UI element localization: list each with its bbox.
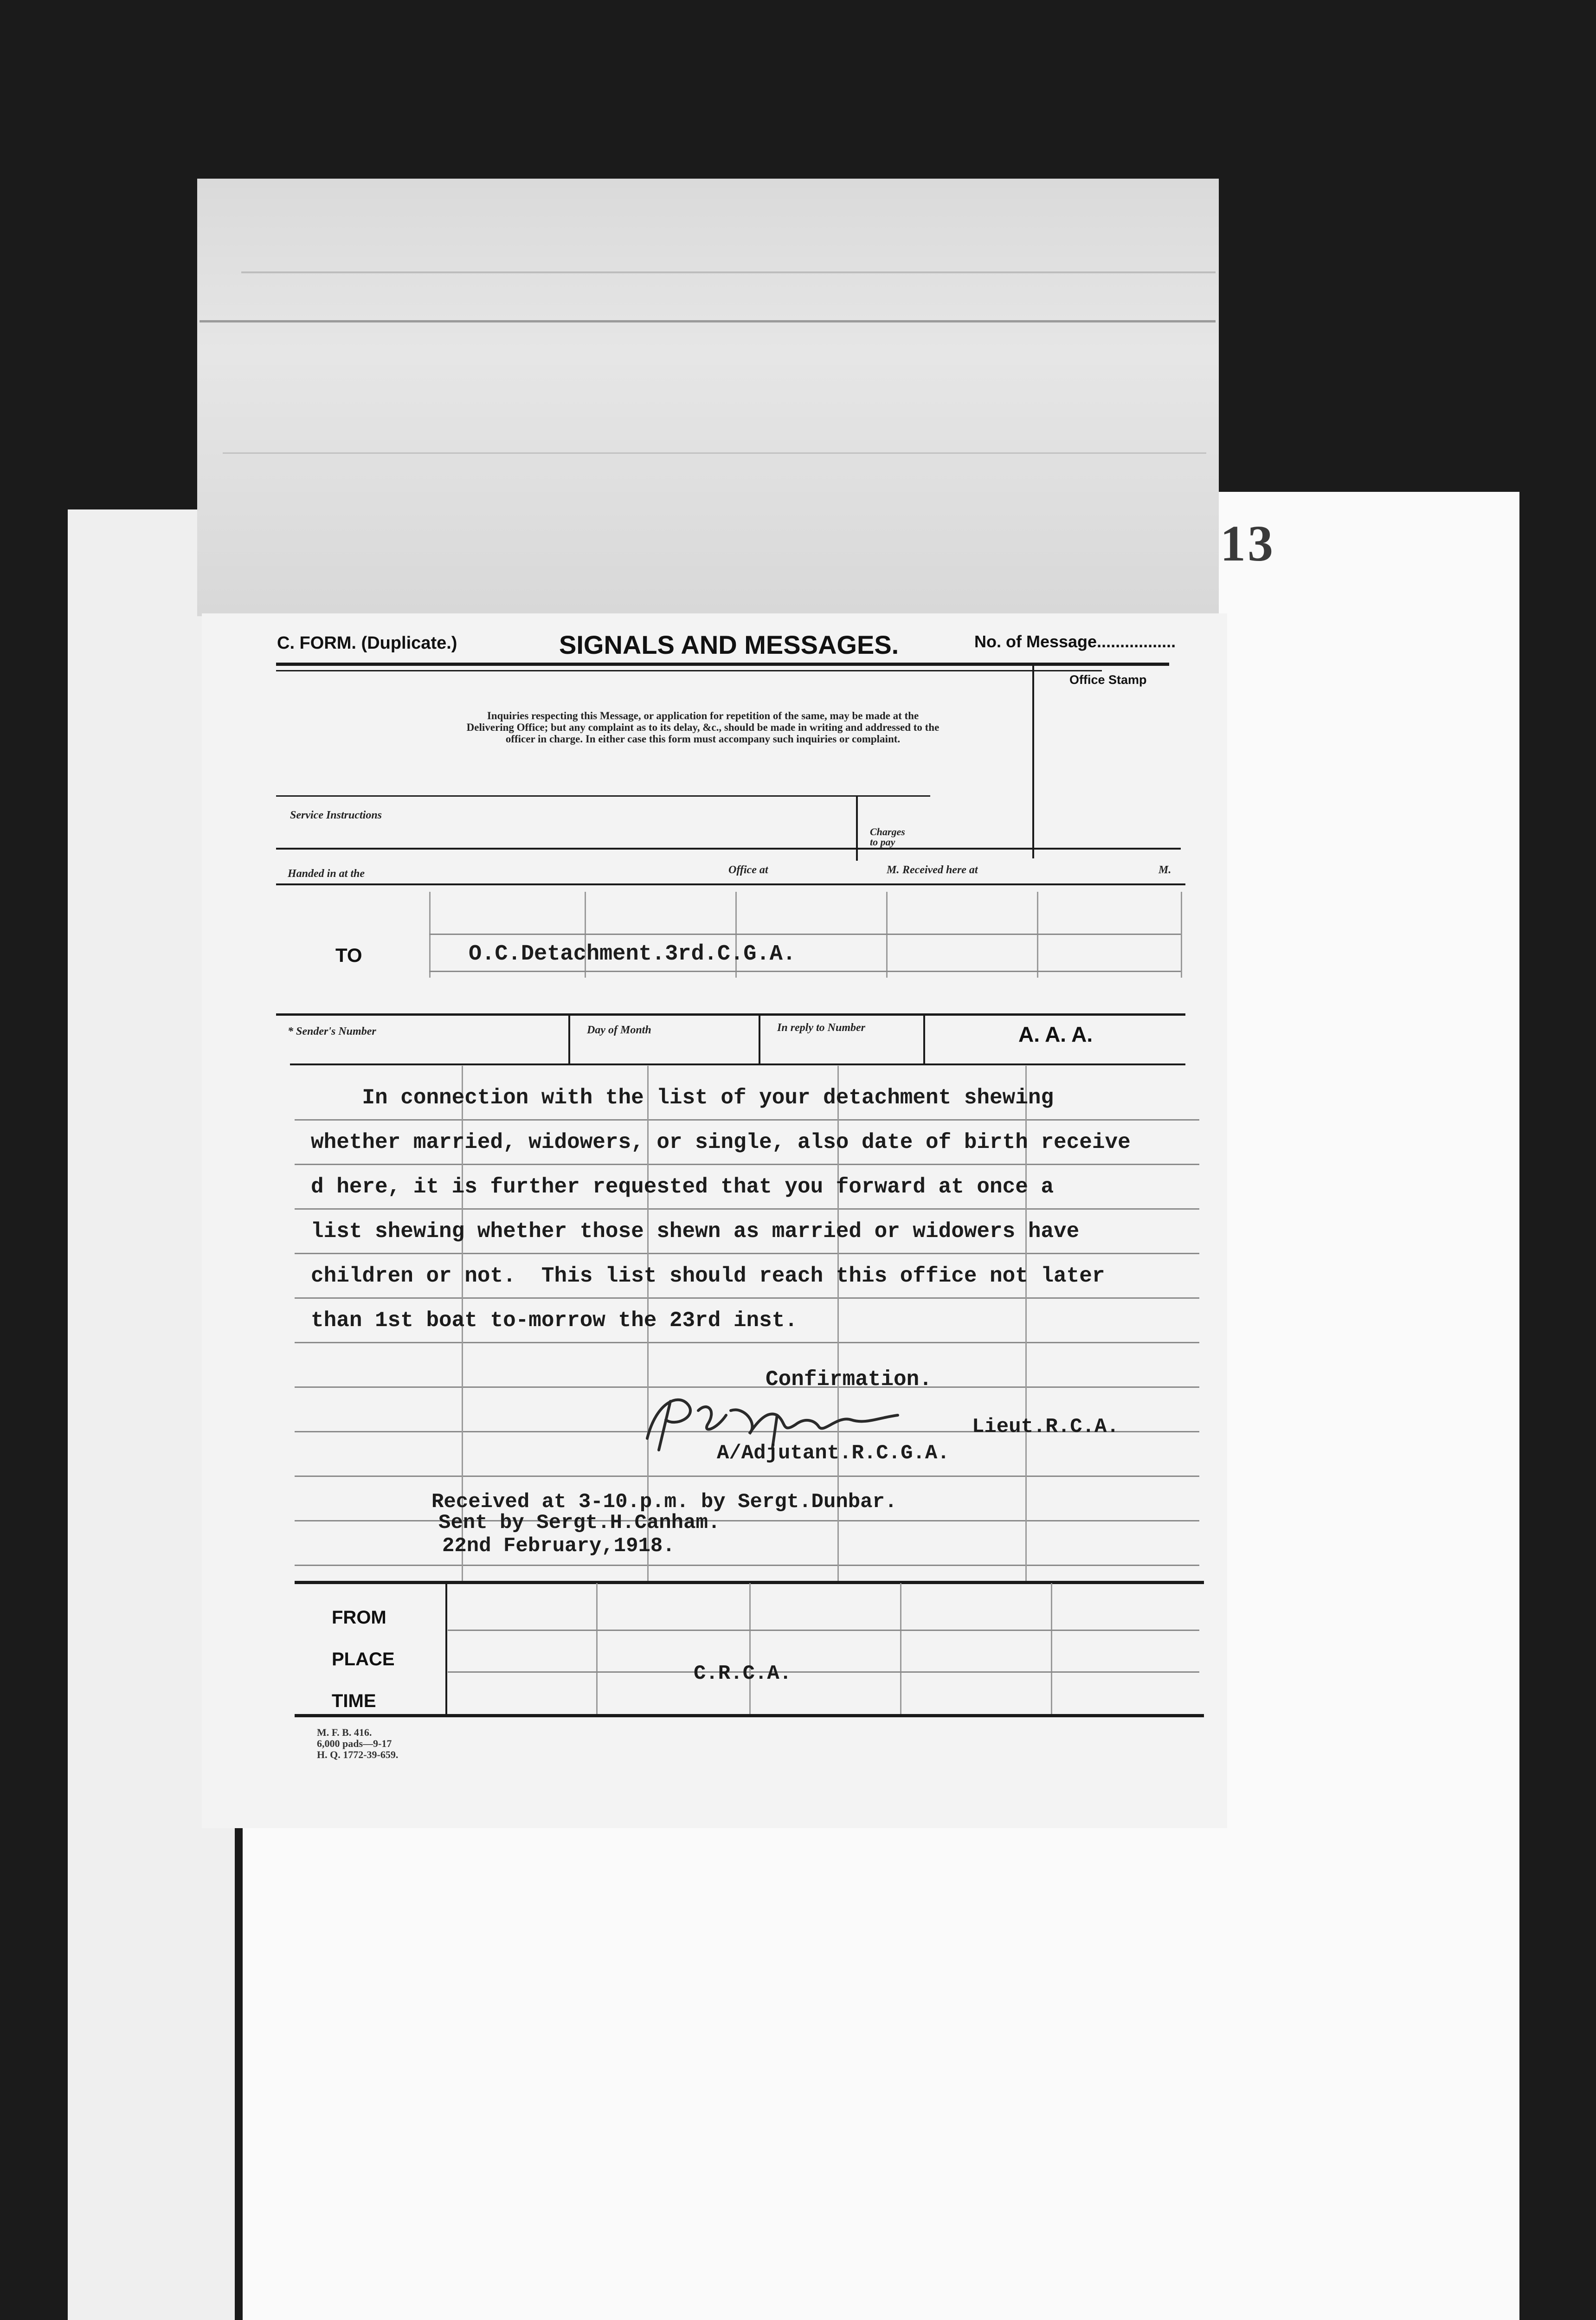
confirmation-label: Confirmation. — [766, 1367, 932, 1392]
body-line: In connection with the list of your detachment shewing — [311, 1086, 1054, 1110]
sent-by-line: Sent by Sergt.H.Canham. — [438, 1511, 721, 1534]
sender-divider — [568, 1015, 570, 1064]
form-code: M. F. B. 416. 6,000 pads—9-17 H. Q. 1772-39-659. — [317, 1727, 399, 1760]
from-grid-line — [749, 1583, 751, 1715]
to-grid-line — [429, 934, 1181, 935]
place-label: PLACE — [332, 1649, 395, 1669]
from-label: FROM — [332, 1607, 386, 1628]
m-label: M. — [1158, 864, 1171, 876]
body-ruled-line — [295, 1476, 1199, 1477]
flap-rule — [223, 452, 1206, 454]
to-grid-line — [1181, 892, 1182, 978]
sender-rule — [276, 1013, 1185, 1016]
service-rule — [276, 795, 930, 797]
message-number-label: No. of Message................. — [974, 632, 1176, 651]
from-place-value: C.R.C.A. — [694, 1662, 792, 1685]
date-line: 22nd February,1918. — [442, 1534, 675, 1558]
body-top-rule — [290, 1063, 1185, 1065]
header-rule — [276, 670, 1102, 671]
adjutant-title: A/Adjutant.R.C.G.A. — [717, 1442, 950, 1465]
header-rule — [276, 663, 1169, 666]
page-number: 13 — [1220, 515, 1275, 572]
office-stamp-label: Office Stamp — [1069, 673, 1147, 687]
senders-number-label: * Sender's Number — [288, 1025, 376, 1038]
body-line: list shewing whether those shewn as married or widowers have — [311, 1219, 1080, 1244]
handed-in-label: Handed in at the — [288, 868, 365, 880]
inquiries-line: Inquiries respecting this Message, or application for repetition of the same, may be made at the — [487, 710, 919, 722]
body-ruled-line — [295, 1253, 1199, 1254]
from-grid-line — [900, 1583, 901, 1715]
charges-to-pay-label: Charges to pay — [870, 826, 905, 848]
service-bottom-rule — [276, 848, 856, 850]
flap-rule — [241, 271, 1216, 273]
from-grid-line — [1051, 1583, 1052, 1715]
form-title: SIGNALS AND MESSAGES. — [559, 630, 899, 659]
body-line: d here, it is further requested that you forward at once a — [311, 1175, 1054, 1199]
charges-divider — [856, 796, 858, 861]
in-reply-to-label: In reply to Number — [777, 1022, 866, 1034]
form-type-label: C. FORM. (Duplicate.) — [277, 633, 457, 653]
from-grid-line — [596, 1583, 598, 1715]
body-ruled-line — [295, 1164, 1199, 1165]
folded-flap — [197, 179, 1219, 616]
body-line: whether married, widowers, or single, also date of birth receive — [311, 1130, 1131, 1154]
to-addressee: O.C.Detachment.3rd.C.G.A. — [469, 942, 796, 967]
received-here-label: Received here at — [902, 864, 978, 876]
to-grid-line — [429, 971, 1181, 972]
body-ruled-line — [295, 1342, 1199, 1343]
body-ruled-line — [295, 1208, 1199, 1210]
from-block-bottom-rule — [295, 1714, 1204, 1717]
service-instructions-label: Service Instructions — [290, 809, 382, 821]
from-grid-line — [448, 1630, 1199, 1631]
from-grid-line — [448, 1671, 1199, 1673]
service-bottom-rule — [856, 848, 1181, 850]
body-line: than 1st boat to-morrow the 23rd inst. — [311, 1308, 798, 1333]
sender-divider — [759, 1015, 760, 1064]
handed-in-rule — [276, 883, 1185, 885]
from-block-divider — [445, 1583, 447, 1715]
lieut-signature-rank: Lieut.R.C.A. — [972, 1415, 1119, 1438]
inquiries-line: Delivering Office; but any complaint as to its delay, &c., should be made in writing and addressed to the — [466, 722, 940, 733]
body-ruled-line — [295, 1520, 1199, 1521]
day-of-month-label: Day of Month — [587, 1024, 651, 1036]
body-ruled-line — [295, 1119, 1199, 1121]
body-line: children or not. This list should reach this office not later — [311, 1264, 1105, 1288]
inquiries-notice — [318, 710, 1088, 745]
m-label: M. — [887, 864, 900, 876]
aaa-marker: A. A. A. — [1018, 1022, 1093, 1046]
body-ruled-line — [295, 1297, 1199, 1299]
office-stamp-divider — [1032, 664, 1034, 858]
to-label: TO — [335, 944, 362, 966]
message-form — [202, 613, 1227, 1828]
time-label: TIME — [332, 1691, 376, 1711]
inquiries-line: officer in charge. In either case this form must accompany such inquiries or complaint. — [505, 733, 901, 745]
flap-fold-edge — [200, 320, 1216, 322]
office-at-label: Office at — [728, 864, 768, 876]
received-line: Received at 3-10.p.m. by Sergt.Dunbar. — [431, 1490, 897, 1514]
body-ruled-line — [295, 1565, 1199, 1566]
sender-divider — [923, 1015, 925, 1064]
